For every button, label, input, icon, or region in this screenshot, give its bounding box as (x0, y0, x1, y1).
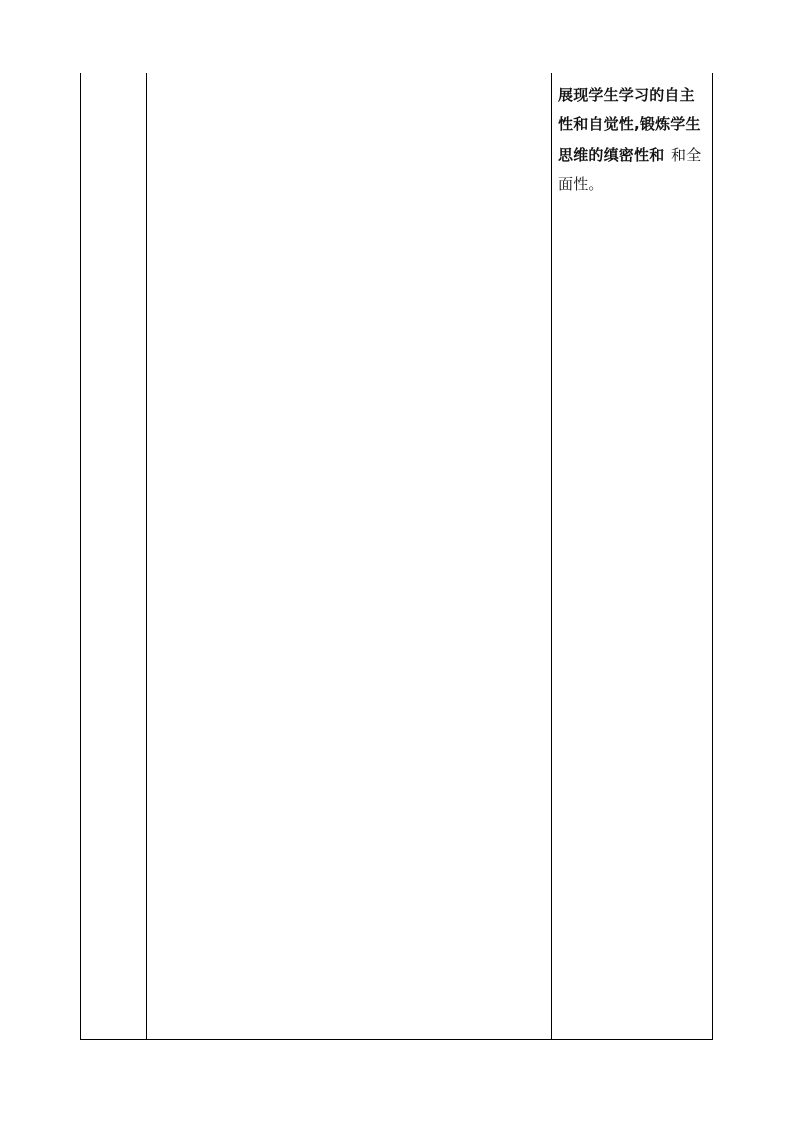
table-bottom-border (80, 1039, 713, 1040)
table-column-divider-1 (146, 73, 147, 1039)
intent-line: 性和自觉性,锻炼学生 (558, 115, 701, 133)
table-right-border (712, 73, 713, 1039)
table-column-divider-2 (551, 73, 552, 1039)
intent-line: 面性。 (558, 175, 604, 193)
table-left-border (80, 73, 81, 1039)
intent-line: 和全 (671, 146, 702, 164)
intent-line: 展现学生学习的自主 (558, 86, 695, 104)
intent-line: 思维的缜密性和 (558, 146, 665, 164)
